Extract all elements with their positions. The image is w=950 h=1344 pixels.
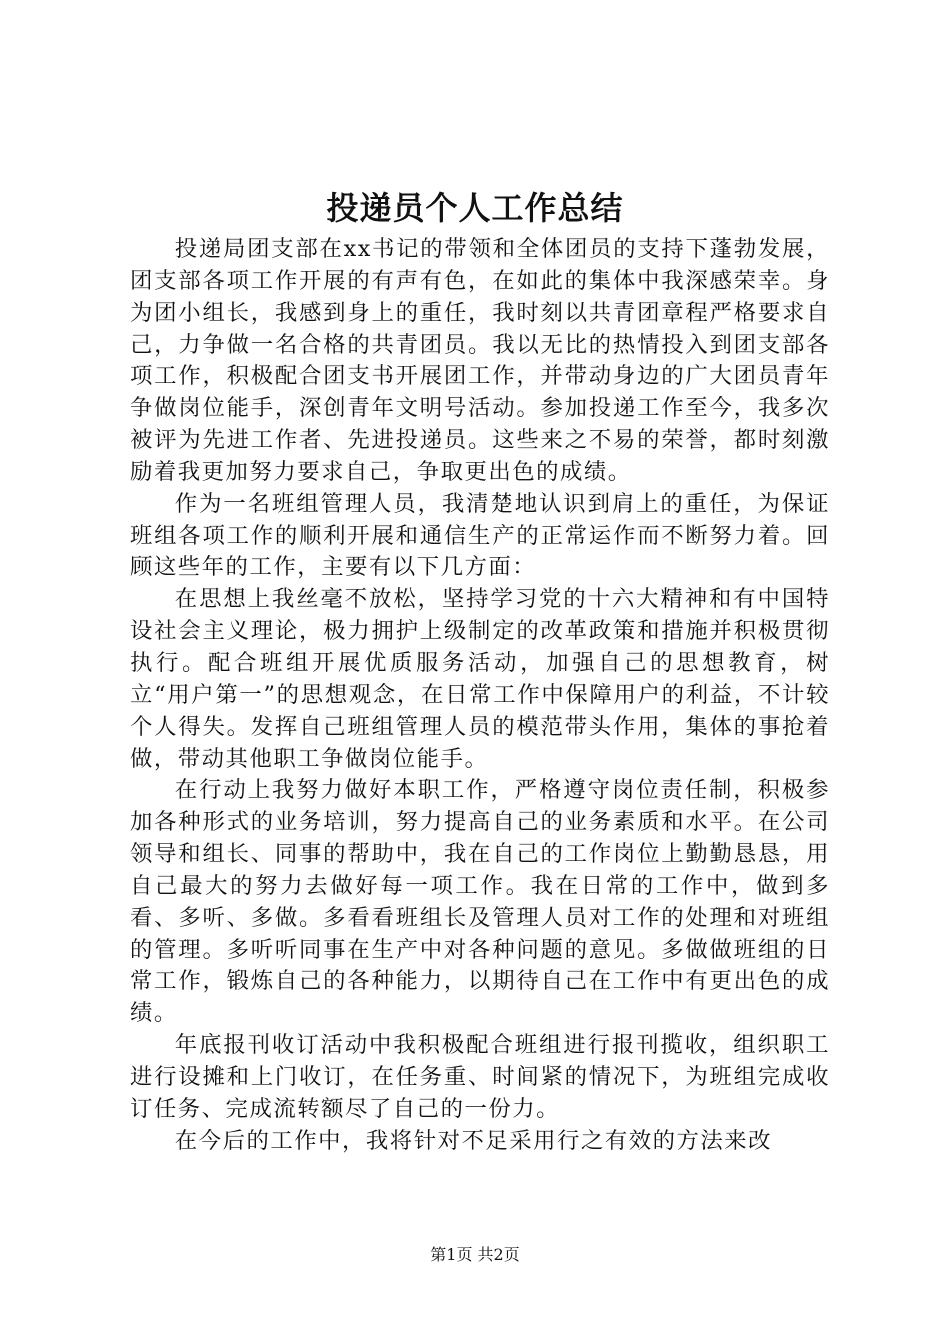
paragraph-subscription: 年底报刊收订活动中我积极配合班组进行报刊揽收，组织职工进行设摊和上门收订，在任务重、时间紧的情况下，为班组完成收订任务、完成流转额尽了自己的一份力。 (130, 1032, 830, 1122)
paragraph-future: 在今后的工作中，我将针对不足采用行之有效的方法来改 (174, 1127, 773, 1154)
paragraph-action: 在行动上我努力做好本职工作，严格遵守岗位责任制，积极参加各种形式的业务培训，努力提高自己的业务素质和水平。在公司领导和组长、同事的帮助中，我在自己的工作岗位上勤勤恳恳，用自己最大的努力去做好每一项工作。我在日常的工作中，做到多看、多听、多做。多看看班组长及管理人员对工作的处理和对班组的管理。多听听同事在生产中对各种问题的意见。多做做班组的日常工作，锻炼自己的各种能力，以期待自己在工作中有更出色的成绩。 (130, 777, 830, 1027)
document-title: 投递员个人工作总结 (326, 189, 624, 227)
paragraph-role: 作为一名班组管理人员，我清楚地认识到肩上的重任，为保证班组各项工作的顺利开展和通信生产的正常运作而不断努力着。回顾这些年的工作，主要有以下几方面： (130, 490, 830, 581)
paragraph-intro: 投递局团支部在xx书记的带领和全体团员的支持下蓬勃发展，团支部各项工作开展的有声有色，在如此的集体中我深感荣幸。身为团小组长，我感到身上的重任，我时刻以共青团章程严格要求自己，力争做一名合格的共青团员。我以无比的热情投入到团支部各项工作，积极配合团支书开展团工作，并带动身边的广大团员青年争做岗位能手，深创青年文明号活动。参加投递工作至今，我多次被评为先进工作者、先进投递员。这些来之不易的荣誉，都时刻激励着我更加努力要求自己，争取更出色的成绩。 (130, 236, 830, 485)
page-footer: 第1页 共2页 (430, 1245, 520, 1264)
document-body (130, 234, 830, 1157)
paragraph-thought: 在思想上我丝毫不放松，坚持学习党的十六大精神和有中国特设社会主义理论，极力拥护上级制定的改革政策和措施并积极贯彻执行。配合班组开展优质服务活动，加强自己的思想教育，树立“用户第一”的思想观念，在日常工作中保障用户的利益，不计较个人得失。发挥自己班组管理人员的模范带头作用，集体的事抢着做，带动其他职工争做岗位能手。 (130, 586, 830, 772)
